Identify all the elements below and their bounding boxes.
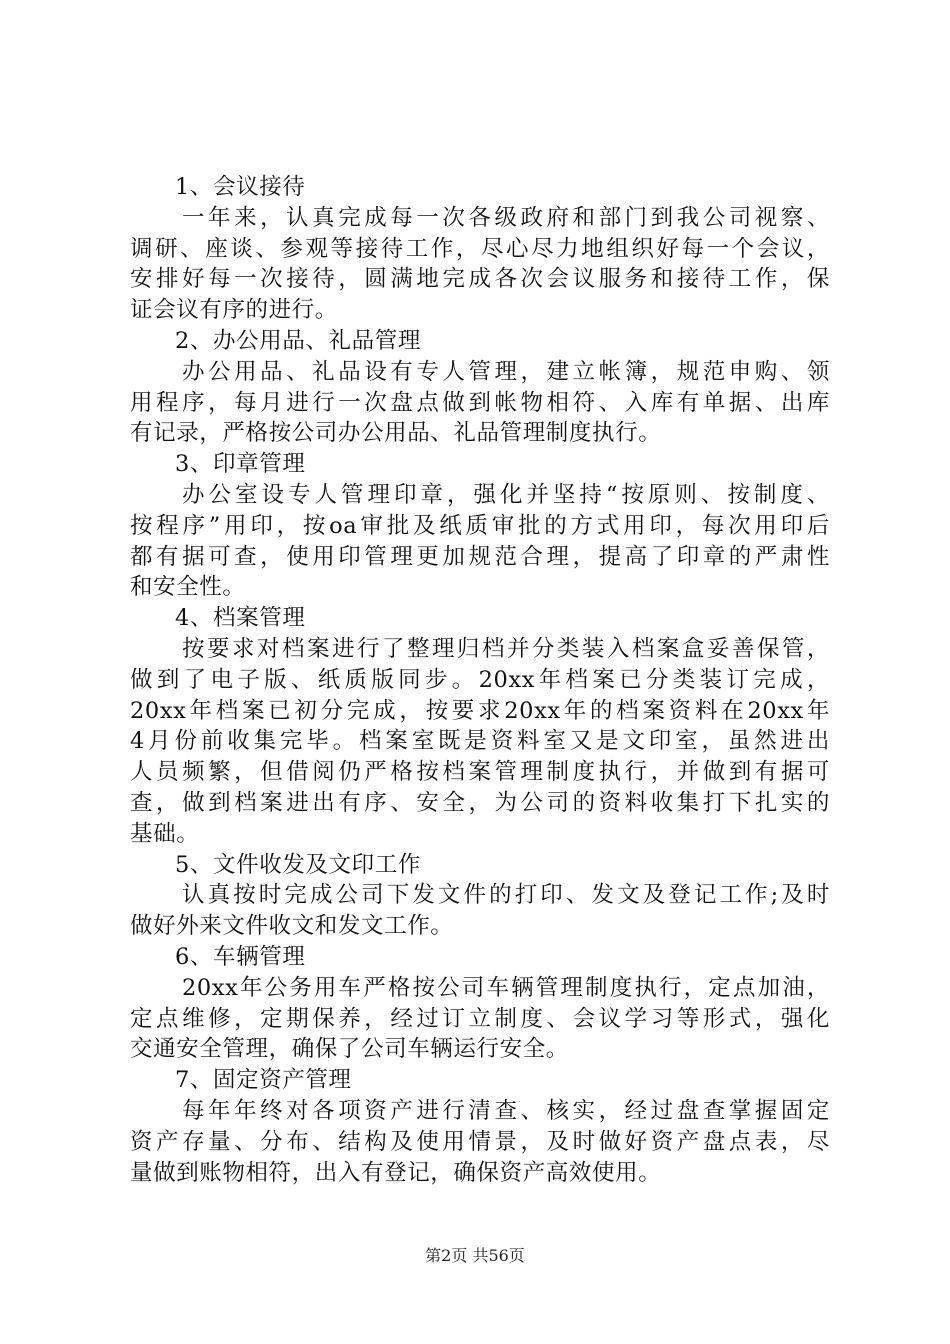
section-heading: 7、固定资产管理 — [175, 1067, 352, 1094]
paragraph-line: 调研、座谈、参观等接待工作，尽心尽力地组织好每一个会议， — [130, 235, 830, 262]
paragraph-line: 资产存量、分布、结构及使用情景，及时做好资产盘点表，尽 — [130, 1128, 830, 1155]
paragraph-line: 和安全性。 — [130, 574, 246, 601]
section-heading: 2、办公用品、礼品管理 — [175, 327, 421, 354]
paragraph-line: 都有据可查，使用印管理更加规范合理，提高了印章的严肃性 — [130, 543, 830, 570]
page-number-footer: 第2页 共56页 — [425, 1246, 525, 1265]
paragraph-line: 做到了电子版、纸质版同步。20xx年档案已分类装订完成， — [130, 666, 830, 693]
paragraph-line: 每年年终对各项资产进行清查、核实，经过盘查掌握固定 — [182, 1097, 830, 1124]
paragraph-line: 有记录，严格按公司办公用品、礼品管理制度执行。 — [130, 420, 662, 447]
paragraph-line: 按要求对档案进行了整理归档并分类装入档案盒妥善保管， — [182, 635, 830, 662]
paragraph-line: 基础。 — [130, 820, 200, 847]
paragraph-line: 办公用品、礼品设有专人管理，建立帐簿，规范申购、领 — [182, 358, 830, 385]
paragraph-line: 用程序，每月进行一次盘点做到帐物相符、入库有单据、出库 — [130, 389, 830, 416]
paragraph-line: 一年来，认真完成每一次各级政府和部门到我公司视察、 — [182, 204, 830, 231]
paragraph-line: 20xx年公务用车严格按公司车辆管理制度执行，定点加油， — [182, 974, 830, 1001]
section-heading: 4、档案管理 — [175, 605, 306, 632]
section-heading: 6、车辆管理 — [175, 943, 306, 970]
document-body — [130, 172, 830, 1188]
section-heading: 5、文件收发及文印工作 — [175, 851, 421, 878]
paragraph-line: 认真按时完成公司下发文件的打印、发文及登记工作;及时 — [182, 882, 830, 909]
paragraph-line: 做好外来文件收文和发文工作。 — [130, 913, 454, 940]
section-heading: 1、会议接待 — [175, 174, 306, 200]
paragraph-line: 人员频繁，但借阅仍严格按档案管理制度执行，并做到有据可 — [130, 759, 830, 786]
paragraph-line: 证会议有序的进行。 — [130, 297, 338, 324]
paragraph-line: 交通安全管理，确保了公司车辆运行安全。 — [130, 1036, 569, 1063]
paragraph-line: 办公室设专人管理印章，强化并坚持“按原则、按制度、 — [182, 481, 830, 508]
paragraph-line: 定点维修，定期保养，经过订立制度、会议学习等形式，强化 — [130, 1005, 830, 1032]
paragraph-line: 查，做到档案进出有序、安全，为公司的资料收集打下扎实的 — [130, 789, 830, 816]
paragraph-line: 量做到账物相符，出入有登记，确保资产高效使用。 — [130, 1159, 662, 1186]
paragraph-line: 安排好每一次接待，圆满地完成各次会议服务和接待工作，保 — [130, 266, 830, 293]
paragraph-line: 20xx年档案已初分完成，按要求20xx年的档案资料在20xx年 — [130, 697, 830, 724]
paragraph-line: 4月份前收集完毕。档案室既是资料室又是文印室，虽然进出 — [130, 728, 830, 755]
section-heading: 3、印章管理 — [175, 451, 306, 478]
paragraph-line: 按程序”用印，按oa审批及纸质审批的方式用印，每次用印后 — [130, 512, 830, 539]
